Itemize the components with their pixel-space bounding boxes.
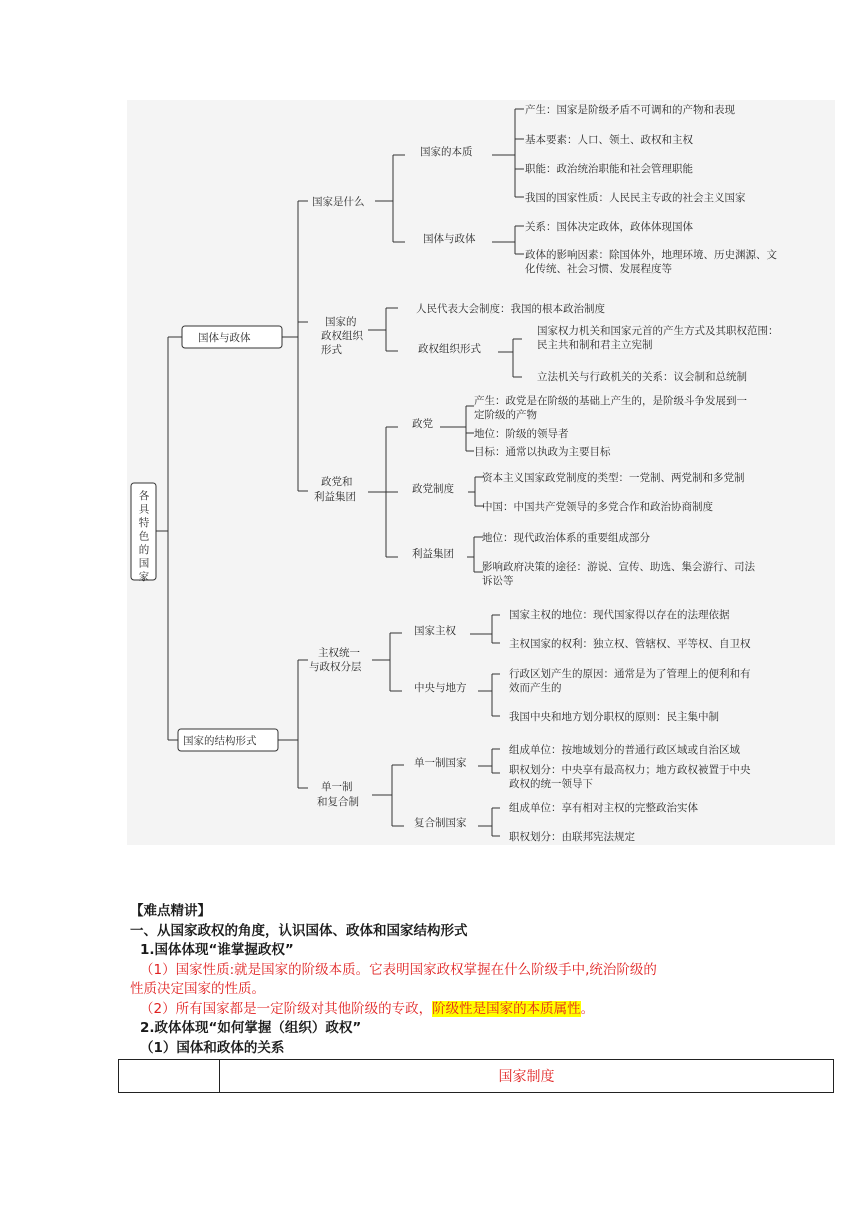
leaf-13: 中国：中国共产党领导的多党合作和政治协商制度: [482, 501, 713, 513]
paragraph-2-end: 。: [580, 1000, 595, 1017]
l2-node-unitary: 单一制: [321, 781, 353, 793]
leaf-14: 地位：现代政治体系的重要组成部分: [482, 532, 650, 544]
leaf-5: 政体的影响因素：除国体外，地理环境、历史渊源、文: [525, 249, 777, 261]
sub-title-1: （1）国体和政体的关系: [140, 1039, 285, 1056]
paragraph-2-text: （2）所有国家都是一定阶级对其他阶级的专政，: [140, 1000, 433, 1017]
leaf-11: 目标：通常以执政为主要目标: [474, 446, 611, 458]
leaf-5-cont: 化传统、社会习惯、发展程度等: [525, 263, 672, 275]
leaf-12: 资本主义国家政党制度的类型：一党制、两党制和多党制: [482, 472, 745, 484]
l3-node-1: 国体与政体: [423, 233, 476, 245]
l2-node-what-is-state: 国家是什么: [312, 196, 365, 208]
leaf-18: 行政区划产生的原因：通常是为了管理上的便利和有: [509, 668, 751, 680]
leaf-7: 国家权力机关和国家元首的产生方式及其职权范围：: [537, 325, 779, 337]
l1-node-regime: 国体与政体: [198, 332, 251, 344]
leaf-3: 我国的国家性质：人民民主专政的社会主义国家: [525, 192, 746, 204]
l1-node-structure: 国家的结构形式: [183, 735, 257, 747]
l2-node-org-form-2: 政权组织: [321, 330, 363, 342]
l3-node-0: 国家的本质: [420, 146, 473, 158]
leaf-21-cont: 政权的统一领导下: [509, 778, 593, 790]
l3-node-6: 国家主权: [414, 625, 456, 637]
l3-node-4: 政党制度: [412, 483, 454, 495]
leaf-17: 主权国家的权利：独立权、管辖权、平等权、自卫权: [509, 638, 751, 650]
l3-node-8: 单一制国家: [414, 757, 467, 769]
section-title-1: 一、从国家政权的角度，认识国体、政体和国家结构形式: [130, 922, 468, 939]
item-title-2: 2.政体体现“如何掌握（组织）政权”: [140, 1020, 362, 1036]
l2-node-sovereignty-2: 与政权分层: [309, 661, 362, 673]
leaf-4: 关系：国体决定政体，政体体现国体: [525, 221, 693, 233]
l3-node-3: 政党: [412, 418, 433, 430]
leaf-15-cont: 诉讼等: [482, 575, 514, 587]
leaf-22: 组成单位：享有相对主权的完整政治实体: [509, 802, 698, 814]
difficulty-section: [130, 902, 740, 1058]
leaf-15: 影响政府决策的途径：游说、宣传、助选、集会游行、司法: [482, 561, 755, 573]
paragraph-2: [130, 1000, 740, 1020]
item-title-1: 1.国体体现“谁掌握政权”: [140, 942, 294, 958]
table-cell-empty: [119, 1060, 220, 1093]
leaf-1: 基本要素：人口、领土、政权和主权: [525, 134, 693, 146]
system-table: [118, 1059, 834, 1093]
l3-node-7: 中央与地方: [414, 682, 467, 694]
leaf-16: 国家主权的地位：现代国家得以存在的法理依据: [509, 609, 730, 621]
table-row: [119, 1060, 834, 1093]
l3-node-2: 政权组织形式: [418, 343, 481, 355]
leaf-23: 职权划分：由联邦宪法规定: [509, 831, 635, 843]
paragraph-1-line-2: 性质决定国家的性质。: [130, 981, 265, 997]
l2-node-party-2: 利益集团: [314, 491, 356, 503]
leaf-19: 我国中央和地方划分职权的原则：民主集中制: [509, 711, 719, 723]
leaf-18-cont: 效而产生的: [509, 682, 562, 694]
leaf-9: 产生：政党是在阶级的基础上产生的，是阶级斗争发展到一: [474, 395, 747, 407]
leaf-6: 人民代表大会制度：我国的根本政治制度: [416, 303, 605, 315]
l2-node-org-form: 国家的: [325, 316, 357, 328]
l2-node-party: 政党和: [321, 476, 353, 488]
l2-node-unitary-2: 和复合制: [317, 796, 359, 808]
highlighted-phrase: 阶级性是国家的本质属性: [432, 1000, 581, 1017]
leaf-7-cont: 民主共和制和君主立宪制: [537, 339, 653, 351]
l2-node-org-form-3: 形式: [321, 344, 342, 356]
table-header-cell: 国家制度: [220, 1060, 834, 1093]
leaf-0: 产生：国家是阶级矛盾不可调和的产物和表现: [525, 104, 735, 116]
leaf-21: 职权划分：中央享有最高权力；地方政权被置于中央: [509, 764, 751, 776]
paragraph-1-line-1: （1）国家性质:就是国家的阶级本质。它表明国家政权掌握在什么阶级手中,统治阶级的: [140, 961, 657, 978]
l2-node-sovereignty: 主权统一: [318, 647, 360, 659]
leaf-10: 地位：阶级的领导者: [474, 428, 569, 440]
l3-node-5: 利益集团: [412, 548, 454, 560]
root-node: 各具特色的国家: [138, 490, 150, 583]
leaf-8: 立法机关与行政机关的关系：议会制和总统制: [537, 371, 747, 383]
leaf-9-cont: 定阶级的产物: [474, 409, 537, 421]
leaf-2: 职能：政治统治职能和社会管理职能: [525, 163, 693, 175]
section-heading: 【难点精讲】: [130, 903, 211, 919]
leaf-20: 组成单位：按地域划分的普通行政区域或自治区域: [509, 744, 740, 756]
l3-node-9: 复合制国家: [414, 817, 467, 829]
